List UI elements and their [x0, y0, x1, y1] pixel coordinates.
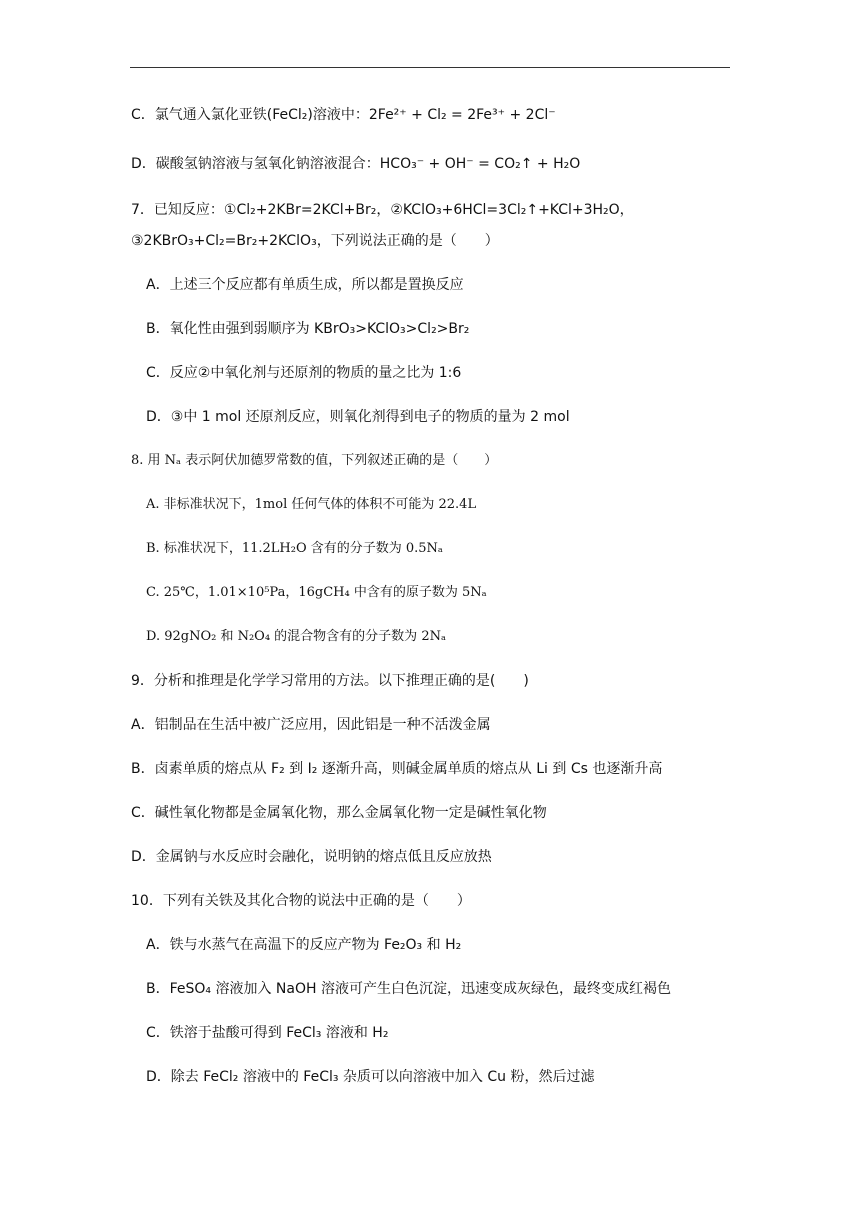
q8-option-a: A. 非标准状况下，1mol 任何气体的体积不可能为 22.4L	[146, 497, 477, 512]
q6-option-c: C．氯气通入氯化亚铁(FeCl₂)溶液中：2Fe²⁺ + Cl₂ = 2Fe³⁺ + 2Cl⁻	[131, 107, 556, 123]
q6-option-d: D．碳酸氢钠溶液与氢氧化钠溶液混合：HCO₃⁻ + OH⁻ = CO₂↑ + H₂O	[131, 156, 581, 172]
q8-option-d: D. 92gNO₂ 和 N₂O₄ 的混合物含有的分子数为 2Nₐ	[146, 629, 446, 644]
q10-stem: 10．下列有关铁及其化合物的说法中正确的是（ ）	[131, 893, 471, 909]
q8-option-b: B. 标准状况下，11.2LH₂O 含有的分子数为 0.5Nₐ	[146, 541, 443, 556]
q7-stem-line2: ③2KBrO₃+Cl₂=Br₂+2KClO₃，下列说法正确的是（ ）	[131, 233, 499, 249]
q9-option-c: C．碱性氧化物都是金属氧化物，那么金属氧化物一定是碱性氧化物	[131, 805, 547, 821]
q7-stem-line1: 7．已知反应：①Cl₂+2KBr=2KCl+Br₂，②KClO₃+6HCl=3Cl₂↑+KCl+3H₂O，	[131, 202, 634, 218]
q7-option-b: B．氧化性由强到弱顺序为 KBrO₃>KClO₃>Cl₂>Br₂	[146, 321, 470, 337]
q10-option-c: C．铁溶于盐酸可得到 FeCl₃ 溶液和 H₂	[146, 1025, 389, 1041]
q8-option-c: C. 25℃，1.01×10⁵Pa，16gCH₄ 中含有的原子数为 5Nₐ	[146, 585, 487, 600]
q9-option-d: D．金属钠与水反应时会融化，说明钠的熔点低且反应放热	[131, 849, 492, 865]
q10-option-a: A．铁与水蒸气在高温下的反应产物为 Fe₂O₃ 和 H₂	[146, 937, 462, 953]
header-rule	[130, 67, 730, 68]
q9-option-b: B．卤素单质的熔点从 F₂ 到 I₂ 逐渐升高，则碱金属单质的熔点从 Li 到 Cs 也逐渐升高	[131, 761, 663, 777]
q10-option-b: B．FeSO₄ 溶液加入 NaOH 溶液可产生白色沉淀，迅速变成灰绿色，最终变成红褐色	[146, 981, 671, 997]
q10-option-d: D．除去 FeCl₂ 溶液中的 FeCl₃ 杂质可以向溶液中加入 Cu 粉，然后过滤	[146, 1069, 595, 1085]
q8-stem: 8. 用 Nₐ 表示阿伏加德罗常数的值，下列叙述正确的是（ ）	[131, 453, 498, 468]
q7-option-c: C．反应②中氧化剂与还原剂的物质的量之比为 1:6	[146, 365, 462, 381]
q9-stem: 9．分析和推理是化学学习常用的方法。以下推理正确的是( )	[131, 673, 529, 689]
q7-option-a: A．上述三个反应都有单质生成，所以都是置换反应	[146, 277, 464, 293]
q7-option-d: D．③中 1 mol 还原剂反应，则氧化剂得到电子的物质的量为 2 mol	[146, 409, 570, 425]
q9-option-a: A．铝制品在生活中被广泛应用，因此铝是一种不活泼金属	[131, 717, 491, 733]
